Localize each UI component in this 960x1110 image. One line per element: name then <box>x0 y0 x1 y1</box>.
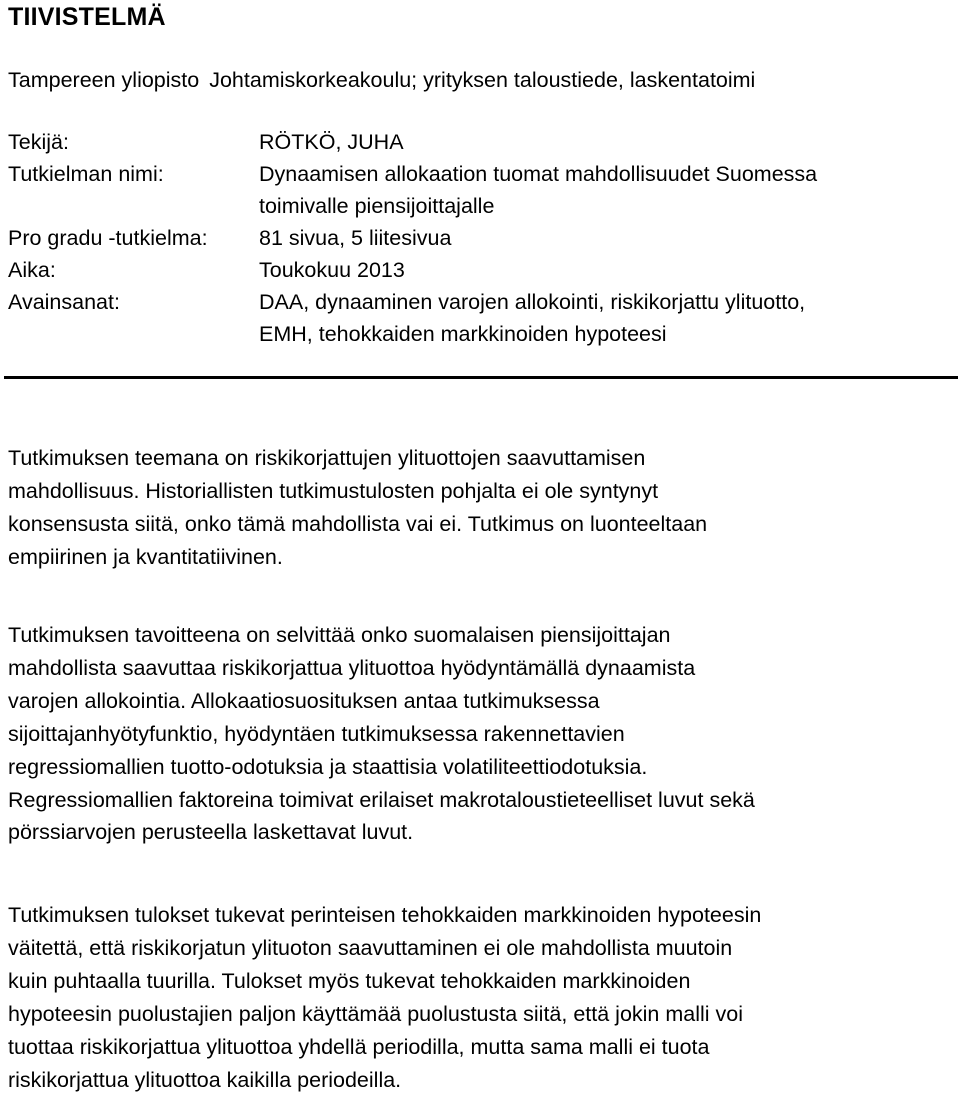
paragraph-line: riskikorjattua ylituottoa kaikilla periodeilla. <box>8 1067 402 1092</box>
meta-value-line: 81 sivua, 5 liitesivua <box>259 226 452 250</box>
paragraph-line: Tutkimuksen teemana on riskikorjattujen ylituottojen saavuttamisen <box>8 446 646 470</box>
meta-value <box>259 158 949 222</box>
meta-value-line: toimivalle piensijoittajalle <box>259 194 495 218</box>
meta-label: Tekijä: <box>8 130 69 154</box>
paragraph-line: konsensusta siitä, onko tämä mahdollista vai ei. Tutkimus on luonteeltaan <box>8 511 708 536</box>
paragraph-line: sijoittajanhyötyfunktio, hyödyntäen tutkimuksessa rakennettavien <box>8 721 625 746</box>
meta-label: Tutkielman nimi: <box>8 162 164 186</box>
paragraph-line: Tutkimuksen tulokset tukevat perinteisen tehokkaiden markkinoiden hypoteesin <box>8 903 762 927</box>
paragraph-line: varojen allokointia. Allokaatiosuosituksen antaa tutkimuksessa <box>8 688 600 713</box>
university-line <box>8 64 755 96</box>
paragraph-line: regressiomallien tuotto-odotuksia ja staattisia volatiliteettiodotuksia. <box>8 754 648 779</box>
meta-value <box>259 286 949 350</box>
meta-value <box>259 126 949 158</box>
paragraph-line: hypoteesin puolustajien paljon käyttämää puolustusta siitä, että jokin malli voi <box>8 1001 744 1026</box>
paragraph-line: Tutkimuksen tavoitteena on selvittää onko suomalaisen piensijoittajan <box>8 623 671 647</box>
abstract-paragraph-1 <box>8 442 953 574</box>
paragraph-line: mahdollista saavuttaa riskikorjattua ylituottoa hyödyntämällä dynaamista <box>8 655 696 680</box>
meta-label: Avainsanat: <box>8 290 120 314</box>
paragraph-line: väitettä, että riskikorjatun ylituoton saavuttaminen ei ole mahdollista muutoin <box>8 935 733 960</box>
meta-value <box>259 222 949 254</box>
meta-value-line: EMH, tehokkaiden markkinoiden hypoteesi <box>259 322 667 346</box>
abstract-paragraph-3 <box>8 899 953 1096</box>
meta-value-line: Toukokuu 2013 <box>259 258 405 282</box>
university-name: Tampereen yliopisto <box>8 68 200 92</box>
school-name: Johtamiskorkeakoulu; yrityksen taloustiede, laskentatoimi <box>209 68 756 92</box>
abstract-paragraph-2 <box>8 619 953 849</box>
horizontal-rule <box>4 376 958 379</box>
paragraph-line: empiirinen ja kvantitatiivinen. <box>8 544 283 569</box>
meta-value-line: Dynaamisen allokaation tuomat mahdollisuudet Suomessa <box>259 162 818 186</box>
paragraph-line: Regressiomallien faktoreina toimivat erilaiset makrotaloustieteelliset luvut sekä <box>8 787 755 812</box>
meta-label: Pro gradu -tutkielma: <box>8 226 208 250</box>
paragraph-line: pörssiarvojen perusteella laskettavat luvut. <box>8 820 414 845</box>
meta-value-line: RÖTKÖ, JUHA <box>259 130 404 154</box>
abstract-title: TIIVISTELMÄ <box>8 3 166 31</box>
meta-label: Aika: <box>8 258 56 282</box>
paragraph-line: tuottaa riskikorjattua ylituottoa yhdellä periodilla, mutta sama malli ei tuota <box>8 1034 710 1059</box>
meta-value <box>259 254 949 286</box>
paragraph-line: mahdollisuus. Historiallisten tutkimustulosten pohjalta ei ole syntynyt <box>8 478 659 503</box>
meta-value-line: DAA, dynaaminen varojen allokointi, riskikorjattu ylituotto, <box>259 290 806 314</box>
paragraph-line: kuin puhtaalla tuurilla. Tulokset myös tukevat tehokkaiden markkinoiden <box>8 968 691 993</box>
